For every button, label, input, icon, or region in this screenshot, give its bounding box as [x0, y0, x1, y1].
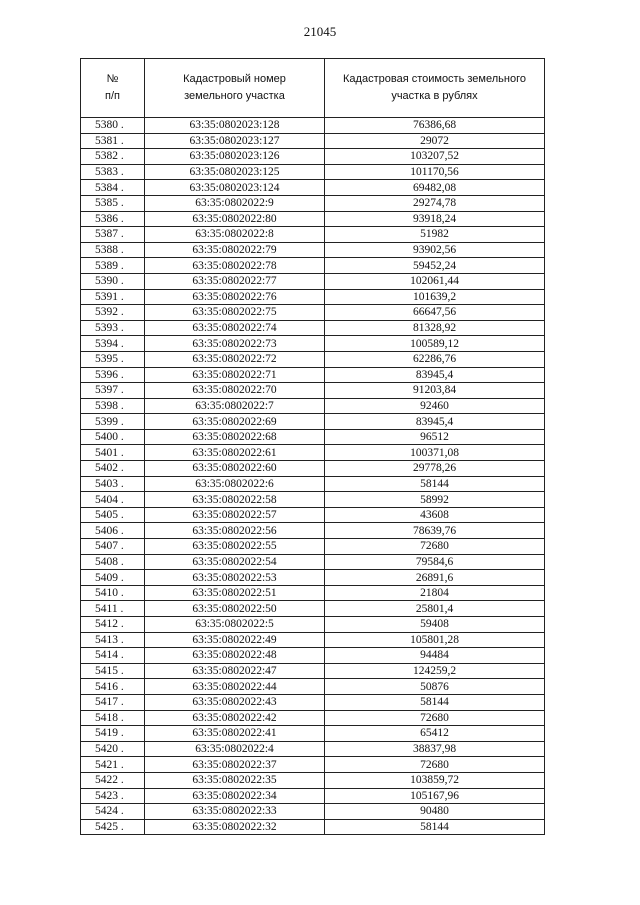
table-row [81, 554, 545, 570]
cell-cadastral-value: 38837,98 [325, 741, 545, 757]
table-header [81, 59, 545, 118]
cell-row-number: 5387 . [81, 227, 145, 243]
cell-row-number: 5416 . [81, 679, 145, 695]
table-row [81, 258, 545, 274]
cell-row-number: 5422 . [81, 772, 145, 788]
cell-cadastral-number: 63:35:0802022:43 [145, 694, 325, 710]
cell-cadastral-value: 58992 [325, 492, 545, 508]
cell-cadastral-value: 72680 [325, 757, 545, 773]
table-row [81, 118, 545, 134]
cell-cadastral-value: 124259,2 [325, 663, 545, 679]
cell-row-number: 5405 . [81, 507, 145, 523]
cell-cadastral-number: 63:35:0802022:69 [145, 414, 325, 430]
table-row [81, 398, 545, 414]
table-row [81, 726, 545, 742]
cell-cadastral-value: 103207,52 [325, 149, 545, 165]
cell-cadastral-value: 58144 [325, 694, 545, 710]
cell-cadastral-number: 63:35:0802022:73 [145, 336, 325, 352]
table-row [81, 461, 545, 477]
cell-row-number: 5409 . [81, 570, 145, 586]
cell-cadastral-number: 63:35:0802022:51 [145, 585, 325, 601]
cell-cadastral-number: 63:35:0802022:61 [145, 445, 325, 461]
table-row [81, 757, 545, 773]
cell-cadastral-number: 63:35:0802023:128 [145, 118, 325, 134]
cell-cadastral-number: 63:35:0802022:68 [145, 429, 325, 445]
cell-row-number: 5403 . [81, 476, 145, 492]
cell-cadastral-value: 93918,24 [325, 211, 545, 227]
cell-cadastral-number: 63:35:0802022:35 [145, 772, 325, 788]
cell-cadastral-value: 25801,4 [325, 601, 545, 617]
table-row [81, 320, 545, 336]
cell-cadastral-value: 79584,6 [325, 554, 545, 570]
cell-row-number: 5421 . [81, 757, 145, 773]
cell-cadastral-number: 63:35:0802022:48 [145, 648, 325, 664]
cell-row-number: 5406 . [81, 523, 145, 539]
cell-cadastral-number: 63:35:0802022:54 [145, 554, 325, 570]
cell-cadastral-number: 63:35:0802023:125 [145, 164, 325, 180]
cell-cadastral-value: 78639,76 [325, 523, 545, 539]
table-row [81, 336, 545, 352]
cell-cadastral-value: 91203,84 [325, 383, 545, 399]
cell-cadastral-number: 63:35:0802022:7 [145, 398, 325, 414]
cell-cadastral-value: 58144 [325, 819, 545, 835]
table-row [81, 492, 545, 508]
header-cadastral-value [325, 59, 545, 118]
cell-row-number: 5381 . [81, 133, 145, 149]
table-row [81, 632, 545, 648]
header-cadastral-number-label: Кадастровый номер земельного участка [183, 73, 286, 102]
cell-cadastral-number: 63:35:0802022:9 [145, 195, 325, 211]
cell-cadastral-value: 72680 [325, 539, 545, 555]
table-row [81, 305, 545, 321]
table-row [81, 585, 545, 601]
cell-row-number: 5397 . [81, 383, 145, 399]
table-row [81, 694, 545, 710]
cell-cadastral-value: 105801,28 [325, 632, 545, 648]
cell-row-number: 5395 . [81, 351, 145, 367]
cell-row-number: 5399 . [81, 414, 145, 430]
header-row [81, 59, 545, 118]
table-row [81, 710, 545, 726]
table-row [81, 227, 545, 243]
cell-cadastral-value: 29072 [325, 133, 545, 149]
cell-cadastral-number: 63:35:0802022:34 [145, 788, 325, 804]
table-row [81, 367, 545, 383]
cell-row-number: 5396 . [81, 367, 145, 383]
cell-cadastral-number: 63:35:0802022:6 [145, 476, 325, 492]
table-row [81, 788, 545, 804]
cell-cadastral-value: 90480 [325, 804, 545, 820]
table-row [81, 601, 545, 617]
table-body [81, 118, 545, 835]
cell-cadastral-value: 102061,44 [325, 273, 545, 289]
page-number: 21045 [303, 24, 337, 39]
table-row [81, 648, 545, 664]
header-row-number [81, 59, 145, 118]
cell-cadastral-number: 63:35:0802022:41 [145, 726, 325, 742]
cell-cadastral-number: 63:35:0802022:55 [145, 539, 325, 555]
cadastral-value-table [80, 58, 545, 835]
cell-cadastral-value: 100371,08 [325, 445, 545, 461]
cell-cadastral-number: 63:35:0802022:8 [145, 227, 325, 243]
table-row [81, 507, 545, 523]
cell-row-number: 5415 . [81, 663, 145, 679]
cell-cadastral-number: 63:35:0802023:124 [145, 180, 325, 196]
cell-cadastral-value: 29778,26 [325, 461, 545, 477]
header-row-number-label: № п/п [105, 73, 120, 102]
cell-cadastral-value: 59452,24 [325, 258, 545, 274]
table-row [81, 273, 545, 289]
cell-row-number: 5384 . [81, 180, 145, 196]
cell-row-number: 5394 . [81, 336, 145, 352]
table-row [81, 804, 545, 820]
cell-cadastral-number: 63:35:0802022:33 [145, 804, 325, 820]
cell-cadastral-value: 29274,78 [325, 195, 545, 211]
cell-cadastral-value: 72680 [325, 710, 545, 726]
cell-cadastral-number: 63:35:0802022:57 [145, 507, 325, 523]
cell-row-number: 5417 . [81, 694, 145, 710]
cell-cadastral-number: 63:35:0802022:37 [145, 757, 325, 773]
cell-row-number: 5410 . [81, 585, 145, 601]
cell-row-number: 5404 . [81, 492, 145, 508]
table-row [81, 149, 545, 165]
cell-cadastral-number: 63:35:0802022:80 [145, 211, 325, 227]
cell-cadastral-number: 63:35:0802022:74 [145, 320, 325, 336]
cell-row-number: 5401 . [81, 445, 145, 461]
cell-cadastral-value: 26891,6 [325, 570, 545, 586]
cell-cadastral-value: 76386,68 [325, 118, 545, 134]
cell-row-number: 5407 . [81, 539, 145, 555]
cell-row-number: 5391 . [81, 289, 145, 305]
cell-cadastral-number: 63:35:0802022:53 [145, 570, 325, 586]
cell-row-number: 5383 . [81, 164, 145, 180]
cell-cadastral-number: 63:35:0802022:60 [145, 461, 325, 477]
table-row [81, 523, 545, 539]
cell-row-number: 5392 . [81, 305, 145, 321]
cell-row-number: 5390 . [81, 273, 145, 289]
table-row [81, 351, 545, 367]
cell-cadastral-value: 66647,56 [325, 305, 545, 321]
cell-cadastral-value: 43608 [325, 507, 545, 523]
cell-cadastral-number: 63:35:0802022:4 [145, 741, 325, 757]
cell-cadastral-value: 96512 [325, 429, 545, 445]
cell-cadastral-value: 81328,92 [325, 320, 545, 336]
cell-cadastral-number: 63:35:0802022:50 [145, 601, 325, 617]
cell-cadastral-value: 83945,4 [325, 414, 545, 430]
cell-row-number: 5380 . [81, 118, 145, 134]
cell-row-number: 5382 . [81, 149, 145, 165]
cell-row-number: 5385 . [81, 195, 145, 211]
table-row [81, 617, 545, 633]
cell-row-number: 5400 . [81, 429, 145, 445]
cell-cadastral-value: 65412 [325, 726, 545, 742]
table-row [81, 133, 545, 149]
table-row [81, 195, 545, 211]
cell-cadastral-number: 63:35:0802022:77 [145, 273, 325, 289]
table-row [81, 476, 545, 492]
table-row [81, 741, 545, 757]
cell-row-number: 5424 . [81, 804, 145, 820]
cell-row-number: 5414 . [81, 648, 145, 664]
table-row [81, 570, 545, 586]
cell-cadastral-number: 63:35:0802022:44 [145, 679, 325, 695]
table-row [81, 539, 545, 555]
table-row [81, 445, 545, 461]
cell-cadastral-number: 63:35:0802022:71 [145, 367, 325, 383]
header-cadastral-value-label: Кадастровая стоимость земельного участка в рублях [343, 73, 526, 102]
cell-row-number: 5402 . [81, 461, 145, 477]
table-row [81, 679, 545, 695]
table-row [81, 772, 545, 788]
table-row [81, 383, 545, 399]
table-row [81, 429, 545, 445]
cell-row-number: 5408 . [81, 554, 145, 570]
cell-cadastral-number: 63:35:0802022:79 [145, 242, 325, 258]
cell-cadastral-number: 63:35:0802022:5 [145, 617, 325, 633]
cell-cadastral-value: 103859,72 [325, 772, 545, 788]
header-cadastral-number [145, 59, 325, 118]
cell-cadastral-number: 63:35:0802022:58 [145, 492, 325, 508]
cell-cadastral-number: 63:35:0802022:47 [145, 663, 325, 679]
cell-row-number: 5389 . [81, 258, 145, 274]
table-row [81, 663, 545, 679]
cell-cadastral-value: 69482,08 [325, 180, 545, 196]
cell-cadastral-value: 100589,12 [325, 336, 545, 352]
cell-row-number: 5386 . [81, 211, 145, 227]
cell-cadastral-number: 63:35:0802022:56 [145, 523, 325, 539]
table-row [81, 289, 545, 305]
cell-cadastral-value: 50876 [325, 679, 545, 695]
cell-row-number: 5419 . [81, 726, 145, 742]
cell-cadastral-value: 58144 [325, 476, 545, 492]
cell-cadastral-number: 63:35:0802022:32 [145, 819, 325, 835]
cell-cadastral-value: 51982 [325, 227, 545, 243]
table-row [81, 211, 545, 227]
cell-cadastral-value: 62286,76 [325, 351, 545, 367]
table-row [81, 180, 545, 196]
cell-cadastral-number: 63:35:0802022:49 [145, 632, 325, 648]
cell-cadastral-value: 92460 [325, 398, 545, 414]
cell-cadastral-number: 63:35:0802022:70 [145, 383, 325, 399]
cell-cadastral-number: 63:35:0802022:75 [145, 305, 325, 321]
cell-row-number: 5425 . [81, 819, 145, 835]
table-row [81, 819, 545, 835]
cell-cadastral-number: 63:35:0802022:78 [145, 258, 325, 274]
cell-row-number: 5418 . [81, 710, 145, 726]
cell-cadastral-number: 63:35:0802022:76 [145, 289, 325, 305]
cell-cadastral-value: 21804 [325, 585, 545, 601]
cell-row-number: 5413 . [81, 632, 145, 648]
cell-cadastral-value: 83945,4 [325, 367, 545, 383]
cell-cadastral-number: 63:35:0802022:42 [145, 710, 325, 726]
cell-cadastral-value: 105167,96 [325, 788, 545, 804]
table-row [81, 164, 545, 180]
cell-cadastral-number: 63:35:0802023:126 [145, 149, 325, 165]
cell-cadastral-number: 63:35:0802023:127 [145, 133, 325, 149]
cell-row-number: 5420 . [81, 741, 145, 757]
cell-cadastral-value: 101639,2 [325, 289, 545, 305]
cell-row-number: 5388 . [81, 242, 145, 258]
cell-row-number: 5423 . [81, 788, 145, 804]
cell-row-number: 5398 . [81, 398, 145, 414]
cell-row-number: 5393 . [81, 320, 145, 336]
cell-cadastral-value: 59408 [325, 617, 545, 633]
cell-cadastral-number: 63:35:0802022:72 [145, 351, 325, 367]
table-row [81, 414, 545, 430]
cell-cadastral-value: 101170,56 [325, 164, 545, 180]
cell-cadastral-value: 93902,56 [325, 242, 545, 258]
cell-row-number: 5411 . [81, 601, 145, 617]
table-row [81, 242, 545, 258]
cell-row-number: 5412 . [81, 617, 145, 633]
cell-cadastral-value: 94484 [325, 648, 545, 664]
